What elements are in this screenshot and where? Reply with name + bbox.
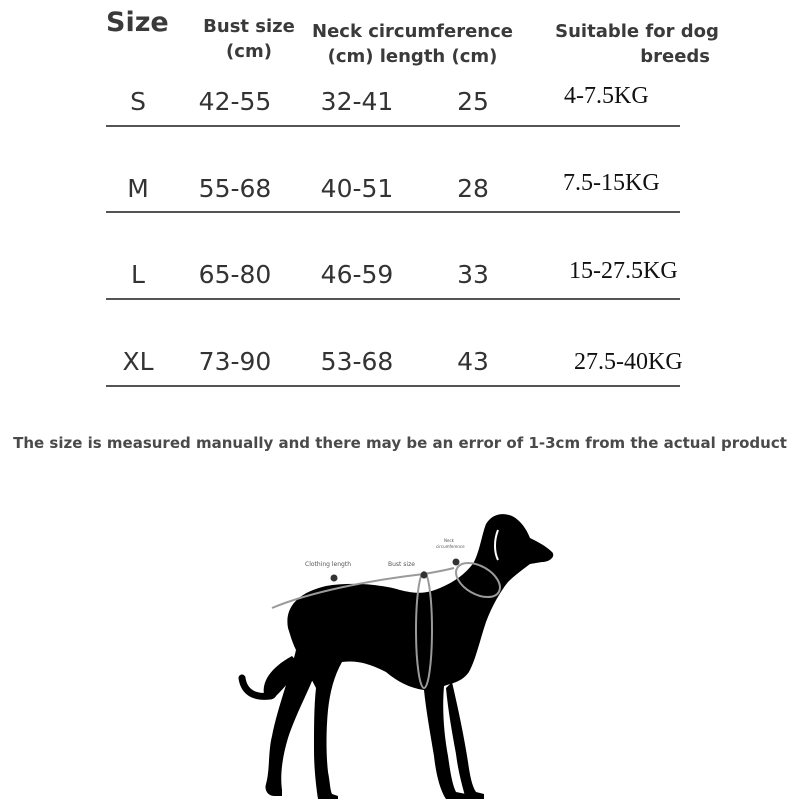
bust-cell: 73-90 bbox=[198, 347, 272, 376]
breed-header bbox=[552, 19, 722, 69]
row-divider bbox=[106, 211, 680, 213]
size-row-m bbox=[0, 169, 800, 209]
size-cell: L bbox=[131, 260, 145, 289]
size-row-l bbox=[0, 255, 800, 295]
size-header: Size bbox=[106, 7, 169, 38]
size-row-xl bbox=[0, 342, 800, 382]
neck-cell: 53-68 bbox=[320, 347, 394, 376]
breed-cell: 27.5-40KG bbox=[574, 349, 683, 375]
breed-header-line1: Suitable for dog bbox=[555, 21, 719, 42]
bust-size-label: Bust size bbox=[388, 561, 415, 568]
length-cell: 28 bbox=[457, 174, 489, 203]
bust-size-dot bbox=[421, 572, 428, 579]
length-cell: 43 bbox=[457, 347, 489, 376]
clothing-length-dot bbox=[331, 575, 338, 582]
bust-cell: 55-68 bbox=[198, 174, 272, 203]
breed-cell: 4-7.5KG bbox=[564, 83, 649, 109]
bust-cell: 65-80 bbox=[198, 260, 272, 289]
row-divider bbox=[106, 385, 680, 387]
clothing-length-label: Clothing length bbox=[305, 561, 351, 568]
neck-cell: 32-41 bbox=[320, 87, 394, 116]
breed-cell: 15-27.5KG bbox=[569, 258, 678, 284]
neck-circumference-dot bbox=[453, 559, 460, 566]
breed-header-line2: breeds bbox=[640, 46, 710, 67]
bust-header-line2: (cm) bbox=[226, 41, 272, 62]
bust-header-line1: Bust size bbox=[203, 16, 295, 37]
length-cell: 25 bbox=[457, 87, 489, 116]
size-cell: S bbox=[130, 87, 146, 116]
neck-header-line2: (cm) length (cm) bbox=[327, 46, 498, 67]
size-row-s bbox=[0, 82, 800, 122]
neck-label-line1: Neck bbox=[444, 538, 454, 543]
size-cell: M bbox=[127, 174, 149, 203]
dog-silhouette bbox=[287, 514, 553, 799]
dog-measurement-diagram bbox=[230, 500, 570, 800]
size-cell: XL bbox=[122, 347, 154, 376]
row-divider bbox=[106, 125, 680, 127]
length-cell: 33 bbox=[457, 260, 489, 289]
neck-header-line1: Neck circumference bbox=[312, 21, 513, 42]
breed-cell: 7.5-15KG bbox=[563, 170, 660, 196]
bust-cell: 42-55 bbox=[198, 87, 272, 116]
neck-cell: 46-59 bbox=[320, 260, 394, 289]
neck-length-header bbox=[310, 19, 515, 69]
neck-label-line2: circumference bbox=[436, 544, 465, 549]
neck-cell: 40-51 bbox=[320, 174, 394, 203]
row-divider bbox=[106, 298, 680, 300]
bust-size-header bbox=[200, 14, 298, 64]
measurement-note: The size is measured manually and there may be an error of 1-3cm from the actual product bbox=[13, 434, 787, 452]
